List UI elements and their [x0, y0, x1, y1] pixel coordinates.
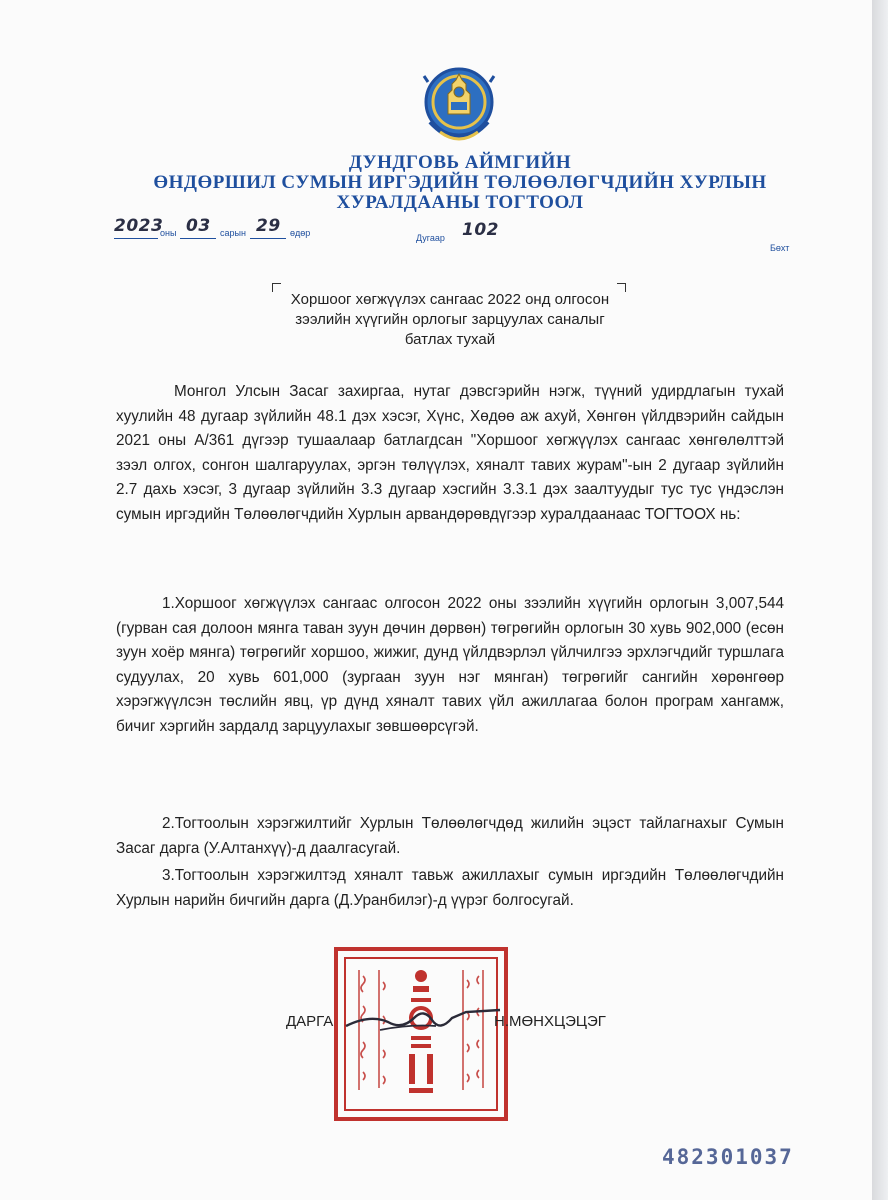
date-number-row [114, 216, 814, 253]
date-year: 2023 [114, 216, 164, 236]
month-label: сарын [220, 228, 246, 238]
signatory-name: Н.МӨНХЦЭЦЭГ [494, 1013, 606, 1030]
resolution-item-2: 2.Тогтоолын хэрэгжилтийг Хурлын Төлөөлөгчдөд жилийн эцэст тайлагнахыг Сумын Засаг дарга (У.Алтанхүү)-д даалгасугай. [116, 815, 784, 857]
year-label: оны [160, 228, 177, 238]
state-emblem-icon [418, 62, 500, 150]
preamble-paragraph: Монгол Улсын Засаг захиргаа, нутаг дэвсгэрийн нэгж, түүний удирдлагын тухай хуулийн 48 дугаар зүйлийн 48.1 дэх хэсэг, Хүнс, Хөдөө аж ахуй, Хөнгөн үйлдвэрийн сайдын 2021 оны А/361 дүгээр тушаалаар батлагдсан "Хоршоог хөгжүүлэх сангаас хөнгөлөлттэй зээл олгох, сонгон шалгаруулах, эргэн төлүүлэх, хяналт тавих журам"-ын 2 дугаар зүйлийн 2.7 дахь хэсэг, 3 дугаар зүйлийн 3.3 дугаар хэсгийн 3.3.1 дэх заалтуудыг тус тус үндэслэн сумын иргэдийн Төлөөлөгчдийн Хурлын арвандөрөвдүгээр хуралдаанаас ТОГТООХ нь: [116, 383, 784, 523]
number-label: Дугаар [416, 233, 445, 243]
page-edge [872, 0, 888, 1200]
header-council: ӨНДӨРШИЛ СУМЫН ИРГЭДИЙН ТӨЛӨӨЛӨГЧДИЙН ХУРЛЫН [153, 172, 767, 193]
day-underline [250, 238, 286, 239]
date-day: 29 [256, 216, 281, 236]
resolution-number: 102 [462, 220, 499, 240]
year-underline [114, 238, 158, 239]
resolution-item-1: 1.Хоршоог хөгжүүлэх сангаас олгосон 2022 оны зээлийн хүүгийн орлогын 3,007,544 (гурван сая долоон мянга таван зуун дөчин дөрвөн) төгрөгийн орлогын 30 хувь 902,000 (есөн зуун хоёр мянга) төгрөгийг хоршоо, жижиг, дунд үйлдвэрлэл үйлчилгээ эрхлэгчдийг туршлага судуулах, 20 хувь 601,000 (зургаан зуун нэг мянган) төгрөгийг сангийн хөрөнгөөр хэрэгжүүлсэн төслийн явц, үр дүнд хяналт тавих үйл ажиллагаа болон програм хангамж, бичиг хэргийн зардалд зарцуулахыг зөвшөөрсүгэй. [116, 595, 784, 735]
day-label: өдөр [290, 228, 311, 238]
date-month: 03 [186, 216, 211, 236]
month-underline [180, 238, 216, 239]
signatory-title: ДАРГА [286, 1013, 334, 1030]
header-aimag: ДУНДГОВЬ АЙМГИЙН [348, 152, 572, 173]
document-serial-number: 482301037 [662, 1145, 794, 1169]
resolution-subject [260, 290, 640, 350]
resolution-item-3: 3.Тогтоолын хэрэгжилтэд хяналт тавьж ажиллахыг сумын иргэдийн Төлөөлөгчдийн Хурлын нарийн бичгийн дарга (Д.Уранбилэг)-д үүрэг болгосугай. [116, 867, 784, 909]
header-resolution-title: ХУРАЛДААНЫ ТОГТООЛ [336, 192, 584, 213]
subject-line-3: батлах тухай [404, 331, 496, 348]
subject-line-2: зээлийн хүүгийн орлогыг зарцуулах саналыг [295, 311, 605, 328]
place-label: Бөхт [770, 243, 790, 253]
subject-line-1: Хоршоог хөгжүүлэх сангаас 2022 онд олгосон [290, 291, 610, 308]
handwritten-signature [340, 1000, 520, 1040]
